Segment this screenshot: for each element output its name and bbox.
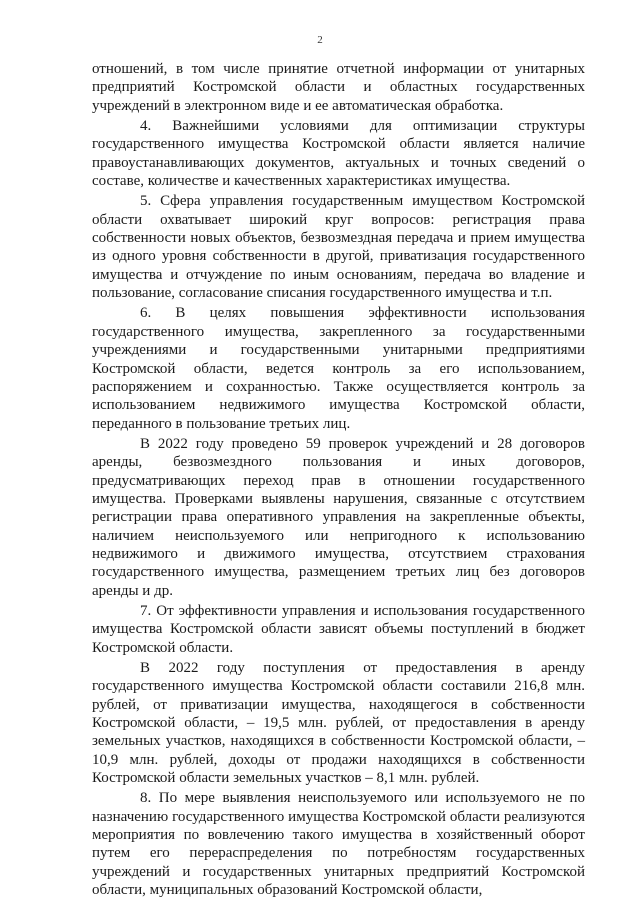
page-number: 2 — [317, 34, 323, 46]
paragraph-7: 7. От эффективности управления и использования государственного имущества Костромской области зависят объемы поступлений в бюджет Костромской области. — [92, 602, 585, 656]
paragraph-6-inspections: В 2022 году проведено 59 проверок учреждений и 28 договоров аренды, безвозмездного пользования и иных договоров, предусматривающих переход прав в отношении государственного имущества. Проверками выявлены нарушения, связанные с отсутствием регистрации права оперативного управления на закрепленные объекты, наличием неиспользуемого или непригодного к использованию недвижимого и движимого имущества, отсутствием страхования государственного имущества, размещением третьих лиц без договоров аренды и др. — [92, 435, 585, 599]
document-body — [92, 60, 585, 901]
paragraph-5: 5. Сфера управления государственным имуществом Костромской области охватывает широкий круг вопросов: регистрация права собственности новых объектов, безвозмездная передача и прием имущества из одного уровня собственности в другой, приватизация государственного имущества и отчуждение по иным основаниям, передача во владение и пользование, согласование списания государственного имущества и т.п. — [92, 193, 585, 302]
paragraph-6: 6. В целях повышения эффективности использования государственного имущества, закрепленного за государственными учреждениями и государственными унитарными предприятиями Костромской области, ведется контроль за его использованием, распоряжением и сохранностью. Также осуществляется контроль за использованием недвижимого имущества Костромской области, переданного в пользование третьих лиц. — [92, 305, 585, 432]
paragraph-4: 4. Важнейшими условиями для оптимизации структуры государственного имущества Костромской области является наличие правоустанавливающих документов, актуальных и точных сведений о составе, количестве и качественных характеристиках имущества. — [92, 118, 585, 190]
paragraph-7-revenue: В 2022 году поступления от предоставления в аренду государственного имущества Костромской области составили 216,8 млн. рублей, от приватизации имущества, находящегося в собственности Костромской области, – 19,5 млн. рублей, от предоставления в аренду земельных участков, находящихся в собственности Костромской области, – 10,9 млн. рублей, доходы от продажи находящихся в собственности Костромской области земельных участков – 8,1 млн. рублей. — [92, 660, 585, 787]
paragraph-8: 8. По мере выявления неиспользуемого или используемого не по назначению государственного имущества Костромской области реализуются мероприятия по вовлечению такого имущества в хозяйственный оборот путем его перераспределения по потребностям государственных учреждений и государственных унитарных предприятий Костромской области, муниципальных образований Костромской области, — [92, 790, 585, 899]
paragraph-continuation: отношений, в том числе принятие отчетной информации от унитарных предприятий Костромской области и областных государственных учреждений в электронном виде и ее автоматическая обработка. — [92, 61, 585, 114]
